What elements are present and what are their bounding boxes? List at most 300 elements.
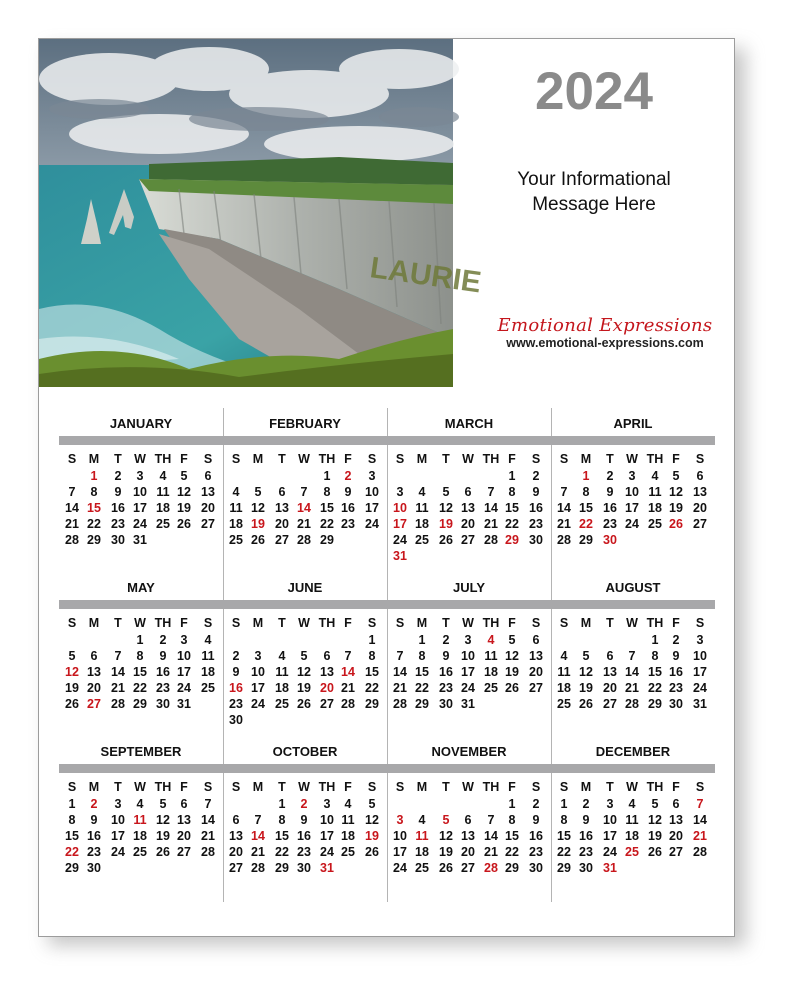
day-cell: 28	[251, 861, 265, 875]
day-cell: 20	[320, 681, 334, 695]
day-cell: 6	[532, 633, 540, 647]
weekday-header: M	[580, 452, 592, 466]
day-cell: 13	[461, 501, 475, 515]
weekday-header: W	[626, 780, 638, 794]
day-cell: 2	[232, 649, 240, 663]
weekday-header: W	[134, 616, 146, 630]
day-cell: 22	[365, 681, 379, 695]
day-cell: 1	[560, 797, 568, 811]
month-bar	[59, 600, 223, 609]
day-cell: 19	[505, 665, 519, 679]
day-cell: 25	[625, 845, 639, 859]
day-cell: 31	[177, 697, 191, 711]
day-cell: 20	[201, 501, 215, 515]
day-cell: 16	[579, 829, 593, 843]
weekday-header: S	[203, 780, 213, 794]
day-cell: 6	[672, 797, 680, 811]
day-cell: 27	[177, 845, 191, 859]
day-cell: 30	[111, 533, 125, 547]
day-cell: 17	[461, 665, 475, 679]
day-cell: 12	[439, 501, 453, 515]
day-cell: 14	[251, 829, 265, 843]
weekday-header: S	[695, 780, 705, 794]
day-cell: 4	[204, 633, 212, 647]
day-cell: 20	[87, 681, 101, 695]
weekday-header: M	[88, 780, 100, 794]
day-cell: 1	[418, 633, 426, 647]
day-cell: 14	[393, 665, 407, 679]
day-cell: 20	[529, 665, 543, 679]
day-cell: 29	[320, 533, 334, 547]
cliff-photo	[39, 39, 484, 387]
day-cell: 5	[672, 469, 680, 483]
weekday-header: T	[114, 780, 122, 794]
day-cell: 22	[133, 681, 147, 695]
day-cell: 2	[582, 797, 590, 811]
day-cell: 27	[529, 681, 543, 695]
day-cell: 10	[177, 649, 191, 663]
day-cell: 15	[505, 829, 519, 843]
day-cell: 1	[68, 797, 76, 811]
day-cell: 26	[439, 533, 453, 547]
day-cell: 5	[300, 649, 308, 663]
day-cell: 7	[204, 797, 212, 811]
day-cell: 3	[396, 813, 404, 827]
weekday-header: S	[231, 452, 241, 466]
day-cell: 4	[487, 633, 495, 647]
day-cell: 4	[159, 469, 167, 483]
day-cell: 21	[297, 517, 311, 531]
day-cell: 22	[505, 517, 519, 531]
weekday-header: S	[367, 452, 377, 466]
day-cell: 5	[582, 649, 590, 663]
day-cell: 7	[114, 649, 122, 663]
day-cell: 10	[111, 813, 125, 827]
month-bar	[387, 600, 551, 609]
day-cell: 31	[133, 533, 147, 547]
weekday-header: W	[626, 452, 638, 466]
day-cell: 17	[393, 845, 407, 859]
day-cell: 13	[693, 485, 707, 499]
day-cell: 23	[529, 517, 543, 531]
weekday-header: W	[626, 616, 638, 630]
day-cell: 3	[368, 469, 376, 483]
day-cell: 10	[365, 485, 379, 499]
weekday-header: T	[278, 616, 286, 630]
day-cell: 15	[87, 501, 101, 515]
weekday-header: T	[606, 452, 614, 466]
day-cell: 15	[415, 665, 429, 679]
weekday-header: TH	[646, 780, 664, 794]
day-cell: 21	[65, 517, 79, 531]
day-cell: 6	[204, 469, 212, 483]
month-name: APRIL	[613, 416, 653, 431]
day-cell: 3	[464, 633, 472, 647]
day-cell: 14	[557, 501, 571, 515]
month-october	[223, 736, 387, 900]
weekday-header: M	[252, 780, 264, 794]
day-cell: 3	[696, 633, 704, 647]
day-cell: 26	[439, 861, 453, 875]
day-cell: 26	[177, 517, 191, 531]
day-cell: 12	[65, 665, 79, 679]
day-cell: 7	[68, 485, 76, 499]
day-cell: 23	[87, 845, 101, 859]
day-cell: 23	[579, 845, 593, 859]
weekday-header: TH	[646, 452, 664, 466]
day-cell: 26	[365, 845, 379, 859]
weekday-header: W	[462, 452, 474, 466]
day-cell: 12	[251, 501, 265, 515]
info-message-line2: Message Here	[532, 194, 656, 215]
day-cell: 19	[669, 501, 683, 515]
day-cell: 4	[418, 485, 426, 499]
day-cell: 29	[133, 697, 147, 711]
day-cell: 14	[341, 665, 355, 679]
day-cell: 4	[136, 797, 144, 811]
day-cell: 23	[156, 681, 170, 695]
day-cell: 14	[693, 813, 707, 827]
weekday-header: F	[672, 452, 680, 466]
day-cell: 24	[133, 517, 147, 531]
weekday-header: M	[580, 780, 592, 794]
day-cell: 24	[177, 681, 191, 695]
day-cell: 1	[368, 633, 376, 647]
day-cell: 17	[177, 665, 191, 679]
day-cell: 22	[87, 517, 101, 531]
day-cell: 22	[648, 681, 662, 695]
day-cell: 1	[651, 633, 659, 647]
day-cell: 30	[603, 533, 617, 547]
day-cell: 21	[201, 829, 215, 843]
day-cell: 19	[439, 517, 453, 531]
day-cell: 15	[320, 501, 334, 515]
day-cell: 28	[484, 533, 498, 547]
day-cell: 9	[300, 813, 308, 827]
day-cell: 11	[341, 813, 355, 827]
month-april	[551, 408, 715, 572]
day-cell: 10	[251, 665, 265, 679]
day-cell: 1	[582, 469, 590, 483]
month-bar	[59, 436, 223, 445]
day-cell: 11	[133, 813, 147, 827]
weekday-header: F	[344, 616, 352, 630]
weekday-header: TH	[318, 780, 336, 794]
day-cell: 22	[505, 845, 519, 859]
day-cell: 4	[418, 813, 426, 827]
day-cell: 8	[68, 813, 76, 827]
day-cell: 9	[344, 485, 352, 499]
day-cell: 11	[557, 665, 571, 679]
day-cell: 5	[159, 797, 167, 811]
day-cell: 3	[254, 649, 262, 663]
day-cell: 25	[484, 681, 498, 695]
day-cell: 20	[275, 517, 289, 531]
day-cell: 29	[65, 861, 79, 875]
day-cell: 28	[625, 697, 639, 711]
day-cell: 20	[603, 681, 617, 695]
day-cell: 23	[439, 681, 453, 695]
weekday-header: TH	[646, 616, 664, 630]
weekday-header: S	[367, 616, 377, 630]
weekday-header: M	[88, 616, 100, 630]
day-cell: 16	[87, 829, 101, 843]
day-cell: 25	[156, 517, 170, 531]
day-cell: 16	[341, 501, 355, 515]
day-cell: 27	[201, 517, 215, 531]
day-cell: 27	[669, 845, 683, 859]
day-cell: 2	[532, 469, 540, 483]
day-cell: 24	[693, 681, 707, 695]
day-cell: 11	[156, 485, 170, 499]
weekday-header: S	[231, 780, 241, 794]
day-cell: 13	[529, 649, 543, 663]
day-cell: 16	[439, 665, 453, 679]
day-cell: 21	[557, 517, 571, 531]
day-cell: 5	[508, 633, 516, 647]
day-cell: 27	[87, 697, 101, 711]
day-cell: 8	[90, 485, 98, 499]
weekday-header: TH	[482, 780, 500, 794]
day-cell: 11	[201, 649, 215, 663]
day-cell: 26	[505, 681, 519, 695]
day-cell: 18	[341, 829, 355, 843]
info-message	[453, 167, 735, 217]
day-cell: 3	[180, 633, 188, 647]
day-cell: 31	[393, 549, 407, 563]
day-cell: 9	[114, 485, 122, 499]
day-cell: 19	[439, 845, 453, 859]
day-cell: 5	[254, 485, 262, 499]
day-cell: 19	[251, 517, 265, 531]
weekday-header: S	[203, 616, 213, 630]
day-cell: 10	[320, 813, 334, 827]
day-cell: 8	[136, 649, 144, 663]
day-cell: 9	[606, 485, 614, 499]
month-name: JULY	[452, 580, 486, 595]
weekday-header: F	[344, 452, 352, 466]
weekday-header: W	[134, 452, 146, 466]
photo-name-carving: LAURIE	[368, 251, 484, 300]
day-cell: 6	[464, 485, 472, 499]
day-cell: 24	[111, 845, 125, 859]
day-cell: 24	[320, 845, 334, 859]
weekday-header: F	[508, 452, 516, 466]
day-cell: 17	[133, 501, 147, 515]
day-cell: 23	[297, 845, 311, 859]
day-cell: 6	[696, 469, 704, 483]
day-cell: 28	[393, 697, 407, 711]
day-cell: 3	[628, 469, 636, 483]
day-cell: 11	[415, 829, 429, 843]
day-cell: 12	[177, 485, 191, 499]
weekday-header: M	[416, 780, 428, 794]
month-name: NOVEMBER	[431, 744, 507, 759]
day-cell: 9	[532, 813, 540, 827]
month-name: MARCH	[444, 416, 494, 431]
day-cell: 30	[87, 861, 101, 875]
day-cell: 28	[201, 845, 215, 859]
day-cell: 8	[508, 813, 516, 827]
day-cell: 11	[625, 813, 639, 827]
month-bar	[387, 436, 551, 445]
day-cell: 3	[323, 797, 331, 811]
day-cell: 24	[365, 517, 379, 531]
day-cell: 19	[648, 829, 662, 843]
day-cell: 21	[341, 681, 355, 695]
day-cell: 9	[582, 813, 590, 827]
month-bar	[223, 436, 387, 445]
day-cell: 5	[368, 797, 376, 811]
day-cell: 15	[648, 665, 662, 679]
day-cell: 19	[156, 829, 170, 843]
weekday-header: T	[606, 780, 614, 794]
day-cell: 20	[693, 501, 707, 515]
day-cell: 2	[344, 469, 352, 483]
day-cell: 12	[669, 485, 683, 499]
day-cell: 25	[648, 517, 662, 531]
day-cell: 12	[156, 813, 170, 827]
day-cell: 9	[232, 665, 240, 679]
weekday-header: M	[416, 452, 428, 466]
day-cell: 25	[229, 533, 243, 547]
day-cell: 10	[461, 649, 475, 663]
day-cell: 2	[672, 633, 680, 647]
weekday-header: F	[180, 616, 188, 630]
day-cell: 28	[693, 845, 707, 859]
month-march	[387, 408, 551, 572]
day-cell: 3	[114, 797, 122, 811]
day-cell: 7	[300, 485, 308, 499]
day-cell: 13	[177, 813, 191, 827]
weekday-header: M	[252, 616, 264, 630]
day-cell: 17	[365, 501, 379, 515]
day-cell: 6	[464, 813, 472, 827]
weekday-header: M	[88, 452, 100, 466]
info-message-line1: Your Informational	[517, 169, 671, 190]
day-cell: 25	[201, 681, 215, 695]
day-cell: 8	[651, 649, 659, 663]
day-cell: 20	[177, 829, 191, 843]
day-cell: 24	[393, 533, 407, 547]
day-cell: 1	[508, 469, 516, 483]
month-bar	[59, 764, 223, 773]
month-january	[59, 408, 223, 572]
day-cell: 1	[508, 797, 516, 811]
weekday-header: S	[559, 616, 569, 630]
month-bar	[551, 764, 715, 773]
day-cell: 10	[603, 813, 617, 827]
day-cell: 1	[323, 469, 331, 483]
day-cell: 30	[579, 861, 593, 875]
day-cell: 27	[320, 697, 334, 711]
day-cell: 7	[254, 813, 262, 827]
day-cell: 14	[297, 501, 311, 515]
month-bar	[551, 436, 715, 445]
weekday-header: S	[559, 452, 569, 466]
day-cell: 21	[693, 829, 707, 843]
day-cell: 5	[68, 649, 76, 663]
day-cell: 10	[393, 501, 407, 515]
day-cell: 18	[625, 829, 639, 843]
day-cell: 23	[529, 845, 543, 859]
day-cell: 27	[275, 533, 289, 547]
day-cell: 7	[487, 813, 495, 827]
day-cell: 19	[297, 681, 311, 695]
day-cell: 28	[557, 533, 571, 547]
day-cell: 18	[156, 501, 170, 515]
day-cell: 30	[156, 697, 170, 711]
day-cell: 18	[201, 665, 215, 679]
day-cell: 8	[368, 649, 376, 663]
day-cell: 24	[603, 845, 617, 859]
day-cell: 10	[133, 485, 147, 499]
weekday-header: W	[298, 780, 310, 794]
day-cell: 18	[133, 829, 147, 843]
weekday-header: F	[508, 616, 516, 630]
day-cell: 15	[579, 501, 593, 515]
day-cell: 29	[505, 861, 519, 875]
day-cell: 7	[344, 649, 352, 663]
day-cell: 15	[65, 829, 79, 843]
day-cell: 6	[90, 649, 98, 663]
day-cell: 20	[669, 829, 683, 843]
weekday-header: T	[606, 616, 614, 630]
month-name: AUGUST	[605, 580, 661, 595]
day-cell: 17	[251, 681, 265, 695]
day-cell: 14	[111, 665, 125, 679]
day-cell: 2	[159, 633, 167, 647]
year-title: 2024	[535, 62, 653, 121]
day-cell: 5	[180, 469, 188, 483]
day-cell: 11	[648, 485, 662, 499]
weekday-header: T	[442, 452, 450, 466]
weekday-header: TH	[318, 452, 336, 466]
day-cell: 22	[275, 845, 289, 859]
weekday-header: TH	[482, 452, 500, 466]
day-cell: 28	[484, 861, 498, 875]
day-cell: 14	[201, 813, 215, 827]
day-cell: 8	[582, 485, 590, 499]
weekday-header: T	[442, 616, 450, 630]
weekday-header: M	[416, 616, 428, 630]
day-cell: 13	[320, 665, 334, 679]
day-cell: 7	[396, 649, 404, 663]
day-cell: 18	[557, 681, 571, 695]
month-bar	[223, 600, 387, 609]
day-cell: 9	[532, 485, 540, 499]
day-cell: 29	[505, 533, 519, 547]
day-cell: 16	[229, 681, 243, 695]
day-cell: 9	[442, 649, 450, 663]
day-cell: 1	[278, 797, 286, 811]
day-cell: 31	[320, 861, 334, 875]
day-cell: 3	[606, 797, 614, 811]
month-february	[223, 408, 387, 572]
day-cell: 9	[90, 813, 98, 827]
day-cell: 8	[508, 485, 516, 499]
day-cell: 22	[415, 681, 429, 695]
day-cell: 23	[603, 517, 617, 531]
day-cell: 4	[651, 469, 659, 483]
weekday-header: TH	[154, 780, 172, 794]
day-cell: 26	[65, 697, 79, 711]
day-cell: 15	[505, 501, 519, 515]
weekday-header: W	[462, 780, 474, 794]
day-cell: 27	[229, 861, 243, 875]
day-cell: 7	[696, 797, 704, 811]
weekday-header: TH	[482, 616, 500, 630]
